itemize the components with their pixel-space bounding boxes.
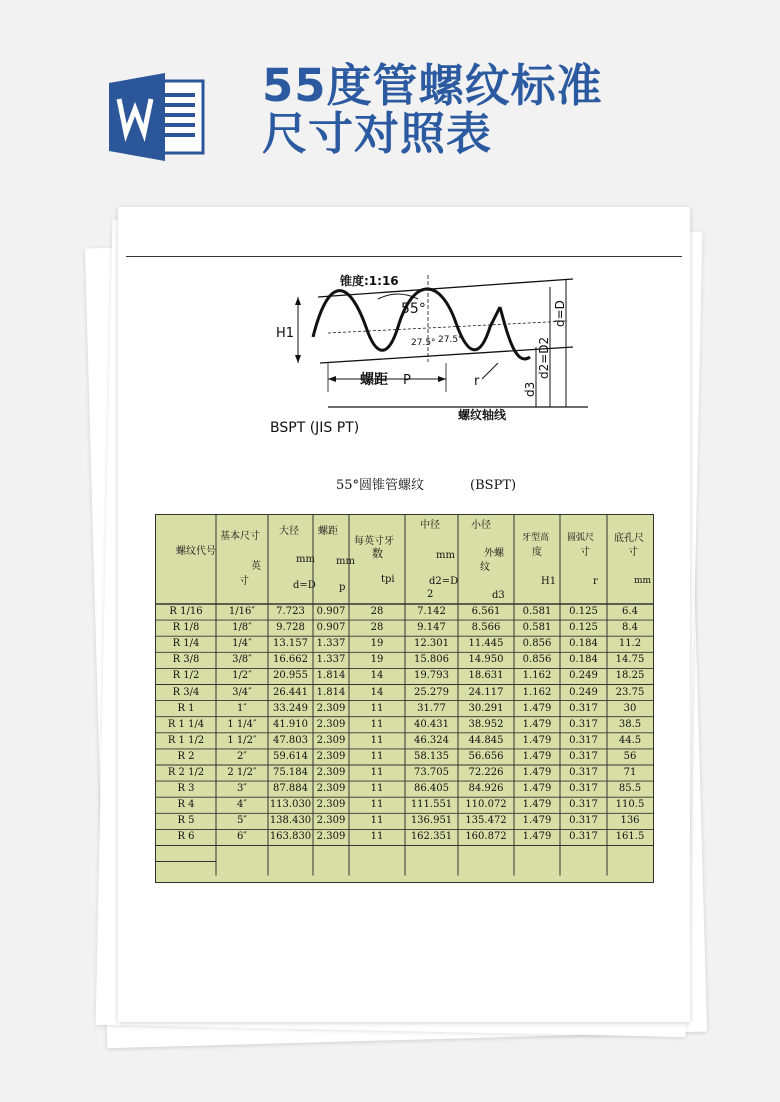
cell-pitch-dia: 15.806 <box>414 654 449 666</box>
cell-pitch-dia: 31.77 <box>417 702 446 714</box>
cell-pitch: 1.814 <box>316 686 346 698</box>
cell-major-dia: 20.955 <box>273 670 308 682</box>
cell-major-dia: 59.614 <box>273 750 308 762</box>
cell-tap-drill: 136 <box>620 815 640 827</box>
d3-label: d3 <box>523 381 537 397</box>
cell-thread-code: R 4 <box>177 799 195 811</box>
cell-thread-code: R 3/8 <box>172 654 200 666</box>
cell-major-dia: 33.249 <box>273 702 308 714</box>
cell-radius: 0.317 <box>569 750 598 762</box>
thread-profile-diagram <box>268 267 598 437</box>
cell-tap-drill: 161.5 <box>615 831 645 843</box>
cell-tap-drill: 85.5 <box>618 783 642 795</box>
r-label: r <box>474 374 480 389</box>
cell-basic-size: 1 1/4″ <box>227 718 257 730</box>
header-major-dia-symbol: d=D <box>293 580 316 591</box>
table-grid <box>156 515 653 882</box>
cell-radius: 0.317 <box>569 702 598 714</box>
cell-radius: 0.125 <box>569 606 598 617</box>
cell-radius: 0.317 <box>569 734 598 746</box>
cell-thread-code: R 1/2 <box>172 670 200 682</box>
cell-major-dia: 113.030 <box>269 799 312 811</box>
cell-minor-dia: 110.072 <box>465 799 507 811</box>
cell-major-dia: 13.157 <box>273 638 308 650</box>
cell-basic-size: 1/16″ <box>228 606 256 617</box>
cell-radius: 0.317 <box>569 815 598 827</box>
table-title <box>336 474 516 493</box>
header-pitch-dia-symbol-2: 2 <box>427 589 434 600</box>
cell-pitch: 1.337 <box>316 654 346 666</box>
cell-pitch-dia: 46.324 <box>414 734 449 746</box>
cell-basic-size: 5″ <box>236 815 248 827</box>
thread-dimension-table <box>155 514 654 883</box>
pitch-label: 螺距 <box>360 372 388 388</box>
cell-minor-dia: 30.291 <box>468 702 504 714</box>
half-angle-left: 27.5° <box>411 338 436 348</box>
cell-tap-drill: 18.25 <box>615 670 645 682</box>
header-thread-height: 牙型高 <box>522 533 550 543</box>
cell-minor-dia: 44.845 <box>468 734 504 746</box>
cell-pitch-dia: 12.301 <box>414 638 449 650</box>
cell-basic-size: 3″ <box>236 783 248 795</box>
cell-thread-code: R 3 <box>177 783 195 795</box>
cell-thread-code: R 1/16 <box>169 606 203 617</box>
cell-tap-drill: 38.5 <box>618 718 642 730</box>
header-basic-size-unit: 寸 <box>239 576 249 587</box>
cell-tap-drill: 71 <box>623 767 637 778</box>
cell-minor-dia: 72.226 <box>468 767 504 778</box>
cell-pitch: 2.309 <box>316 718 346 730</box>
cell-thread-height: 1.479 <box>522 815 552 827</box>
cell-tpi: 11 <box>370 750 384 762</box>
cell-major-dia: 9.728 <box>276 622 305 634</box>
cell-basic-size: 3/8″ <box>232 654 252 666</box>
cell-radius: 0.317 <box>569 767 598 778</box>
cell-pitch-dia: 9.147 <box>417 622 446 634</box>
standard-label: BSPT (JIS PT) <box>270 420 360 436</box>
cell-tpi: 11 <box>370 702 384 714</box>
cell-tap-drill: 110.5 <box>615 799 645 811</box>
cell-radius: 0.317 <box>569 718 598 730</box>
cell-tap-drill: 23.75 <box>615 686 645 698</box>
header-tap-drill-unit: mm <box>634 576 652 586</box>
page-title <box>262 59 603 160</box>
cell-basic-size: 1 1/2″ <box>227 734 257 746</box>
cell-tap-drill: 6.4 <box>622 606 638 617</box>
cell-pitch: 2.309 <box>316 750 346 762</box>
header-tap-drill-2: 寸 <box>628 547 638 558</box>
page-title-line1: 55度管螺纹标准 <box>262 59 603 112</box>
cell-tap-drill: 56 <box>623 750 637 762</box>
header-thread-height-symbol: H1 <box>541 576 557 587</box>
cell-thread-height: 1.479 <box>522 831 552 843</box>
cell-major-dia: 75.184 <box>273 767 308 778</box>
header-minor-dia-thread: 纹 <box>480 562 490 573</box>
cell-thread-height: 1.479 <box>522 799 552 811</box>
cell-thread-code: R 6 <box>177 831 195 843</box>
cell-basic-size: 1/4″ <box>232 638 252 650</box>
cell-pitch-dia: 25.279 <box>414 686 449 698</box>
cell-thread-code: R 3/4 <box>172 686 200 698</box>
header-pitch-dia-unit: mm <box>436 550 455 561</box>
cell-major-dia: 16.662 <box>273 654 308 666</box>
cell-thread-code: R 1 <box>177 702 195 714</box>
axis-label: 螺纹轴线 <box>458 408 507 422</box>
cell-thread-height: 1.479 <box>522 734 552 746</box>
cell-pitch-dia: 40.431 <box>414 718 449 730</box>
cell-pitch-dia: 86.405 <box>414 783 449 795</box>
cell-minor-dia: 24.117 <box>468 686 504 698</box>
cell-tpi: 14 <box>370 670 384 682</box>
cell-pitch: 2.309 <box>316 702 346 714</box>
cell-tap-drill: 11.2 <box>618 638 642 650</box>
header-minor-dia: 小径 <box>471 520 491 531</box>
cell-thread-height: 1.162 <box>522 670 552 682</box>
cell-basic-size: 1″ <box>236 702 248 714</box>
cell-basic-size: 2 1/2″ <box>227 767 257 778</box>
header-thread-height-2: 度 <box>532 547 542 558</box>
page-title-line2: 尺寸对照表 <box>262 107 493 160</box>
cell-major-dia: 7.723 <box>276 606 305 617</box>
half-angle-right: 27.5° <box>438 335 463 345</box>
cell-pitch: 2.309 <box>316 734 346 746</box>
cell-thread-height: 1.479 <box>522 750 552 762</box>
cell-pitch: 0.907 <box>316 606 346 617</box>
cell-minor-dia: 56.656 <box>468 750 504 762</box>
cell-major-dia: 47.803 <box>273 734 308 746</box>
cell-tap-drill: 8.4 <box>622 622 638 634</box>
cell-thread-code: R 5 <box>177 815 195 827</box>
cell-minor-dia: 11.445 <box>468 638 504 650</box>
cell-basic-size: 1/2″ <box>232 670 252 682</box>
cell-pitch: 0.907 <box>316 622 346 634</box>
cell-pitch: 2.309 <box>316 783 346 795</box>
header-thread-code: 螺纹代号 <box>176 546 216 557</box>
cell-major-dia: 87.884 <box>273 783 308 795</box>
header-pitch-dia-symbol: d2=D <box>429 576 459 587</box>
cell-thread-height: 1.479 <box>522 702 552 714</box>
cell-pitch: 2.309 <box>316 799 346 811</box>
cell-radius: 0.125 <box>569 622 598 634</box>
cell-pitch-dia: 111.551 <box>410 799 453 811</box>
d-label: d=D <box>553 300 567 327</box>
cell-basic-size: 1/8″ <box>232 622 252 634</box>
header-rule <box>126 256 682 257</box>
cell-tpi: 11 <box>370 815 384 827</box>
cell-tpi: 19 <box>370 654 384 666</box>
cell-radius: 0.184 <box>569 654 598 666</box>
cell-radius: 0.317 <box>569 831 598 843</box>
header-radius: 圆弧尺 <box>567 533 595 543</box>
cell-tpi: 14 <box>370 686 384 698</box>
cell-radius: 0.317 <box>569 783 598 795</box>
cell-thread-height: 1.479 <box>522 783 552 795</box>
cell-thread-code: R 1 1/2 <box>167 734 205 746</box>
cell-basic-size: 4″ <box>236 799 248 811</box>
header-radius-symbol: r <box>593 576 598 587</box>
header-radius-2: 寸 <box>580 547 590 558</box>
cell-pitch: 1.814 <box>316 670 346 682</box>
header-pitch-unit: mm <box>336 556 355 567</box>
cell-minor-dia: 14.950 <box>468 654 504 666</box>
cell-minor-dia: 38.952 <box>468 718 504 730</box>
cell-thread-height: 0.856 <box>522 638 552 650</box>
header-minor-dia-symbol: d3 <box>492 590 505 601</box>
angle-label: 55° <box>401 301 426 317</box>
word-icon <box>107 73 207 161</box>
cell-thread-height: 0.856 <box>522 654 552 666</box>
header-pitch-dia: 中径 <box>420 520 440 531</box>
cell-major-dia: 138.430 <box>269 815 312 827</box>
cell-pitch: 2.309 <box>316 815 346 827</box>
cell-thread-height: 0.581 <box>522 622 552 634</box>
cell-radius: 0.249 <box>569 670 598 682</box>
cell-pitch-dia: 73.705 <box>414 767 449 778</box>
cell-thread-height: 1.479 <box>522 767 552 778</box>
cell-radius: 0.317 <box>569 799 598 811</box>
cell-thread-code: R 1/8 <box>172 622 200 634</box>
cell-radius: 0.249 <box>569 686 598 698</box>
header-basic-size-inch: 英 <box>251 561 261 572</box>
header-major-dia: 大径 <box>279 526 299 537</box>
cell-pitch-dia: 58.135 <box>414 750 449 762</box>
cell-basic-size: 3/4″ <box>232 686 252 698</box>
cell-tap-drill: 30 <box>623 702 637 714</box>
cell-minor-dia: 8.566 <box>471 622 501 634</box>
table-title-name: 55°圆锥管螺纹 <box>336 478 425 493</box>
cell-tpi: 19 <box>370 638 384 650</box>
cell-thread-code: R 2 <box>177 750 195 762</box>
cell-tpi: 11 <box>370 734 384 746</box>
cell-minor-dia: 135.472 <box>465 815 507 827</box>
cell-thread-code: R 2 1/2 <box>167 767 205 778</box>
header-major-dia-unit: mm <box>296 554 315 565</box>
cell-pitch-dia: 7.142 <box>417 606 446 617</box>
cell-major-dia: 41.910 <box>273 718 308 730</box>
cell-thread-code: R 1/4 <box>172 638 200 650</box>
cell-minor-dia: 160.872 <box>465 831 507 843</box>
cell-major-dia: 26.441 <box>273 686 308 698</box>
cell-basic-size: 6″ <box>236 831 248 843</box>
cell-tpi: 11 <box>370 718 384 730</box>
cell-tpi: 11 <box>370 799 384 811</box>
p-label: P <box>403 373 411 388</box>
cell-thread-height: 1.162 <box>522 686 552 698</box>
cell-thread-code: R 1 1/4 <box>167 718 205 730</box>
cell-pitch-dia: 136.951 <box>410 815 453 827</box>
h1-label: H1 <box>276 326 295 341</box>
cell-basic-size: 2″ <box>236 750 248 762</box>
header-tap-drill: 底孔尺 <box>614 533 644 544</box>
cell-minor-dia: 18.631 <box>468 670 504 682</box>
header-tpi-symbol: tpi <box>381 574 395 585</box>
cell-tpi: 28 <box>370 622 384 634</box>
cell-tpi: 11 <box>370 767 384 778</box>
cell-minor-dia: 84.926 <box>468 783 504 795</box>
header-tpi-count: 数 <box>372 547 383 560</box>
cell-tpi: 28 <box>370 606 384 617</box>
cell-radius: 0.184 <box>569 638 598 650</box>
cell-pitch: 1.337 <box>316 638 346 650</box>
cell-tap-drill: 44.5 <box>618 734 642 746</box>
cell-thread-height: 1.479 <box>522 718 552 730</box>
cell-pitch: 2.309 <box>316 831 346 843</box>
cell-tap-drill: 14.75 <box>615 654 645 666</box>
cell-thread-height: 0.581 <box>522 606 552 617</box>
cell-tpi: 11 <box>370 831 384 843</box>
cell-pitch-dia: 19.793 <box>414 670 449 682</box>
taper-label: 锥度:1:16 <box>340 274 399 288</box>
header-minor-dia-ext: 外螺 <box>484 548 504 559</box>
d2-label: d2=D2 <box>537 336 551 379</box>
header-tpi: 每英寸牙 <box>354 536 394 547</box>
cell-pitch: 2.309 <box>316 767 346 778</box>
cell-tpi: 11 <box>370 783 384 795</box>
cell-minor-dia: 6.561 <box>471 606 501 617</box>
header-pitch-symbol: p <box>339 582 346 593</box>
header-basic-size: 基本尺寸 <box>220 531 260 542</box>
table-title-standard: (BSPT) <box>470 478 517 493</box>
cell-pitch-dia: 162.351 <box>410 831 453 843</box>
header-pitch: 螺距 <box>318 526 338 537</box>
cell-major-dia: 163.830 <box>269 831 312 843</box>
